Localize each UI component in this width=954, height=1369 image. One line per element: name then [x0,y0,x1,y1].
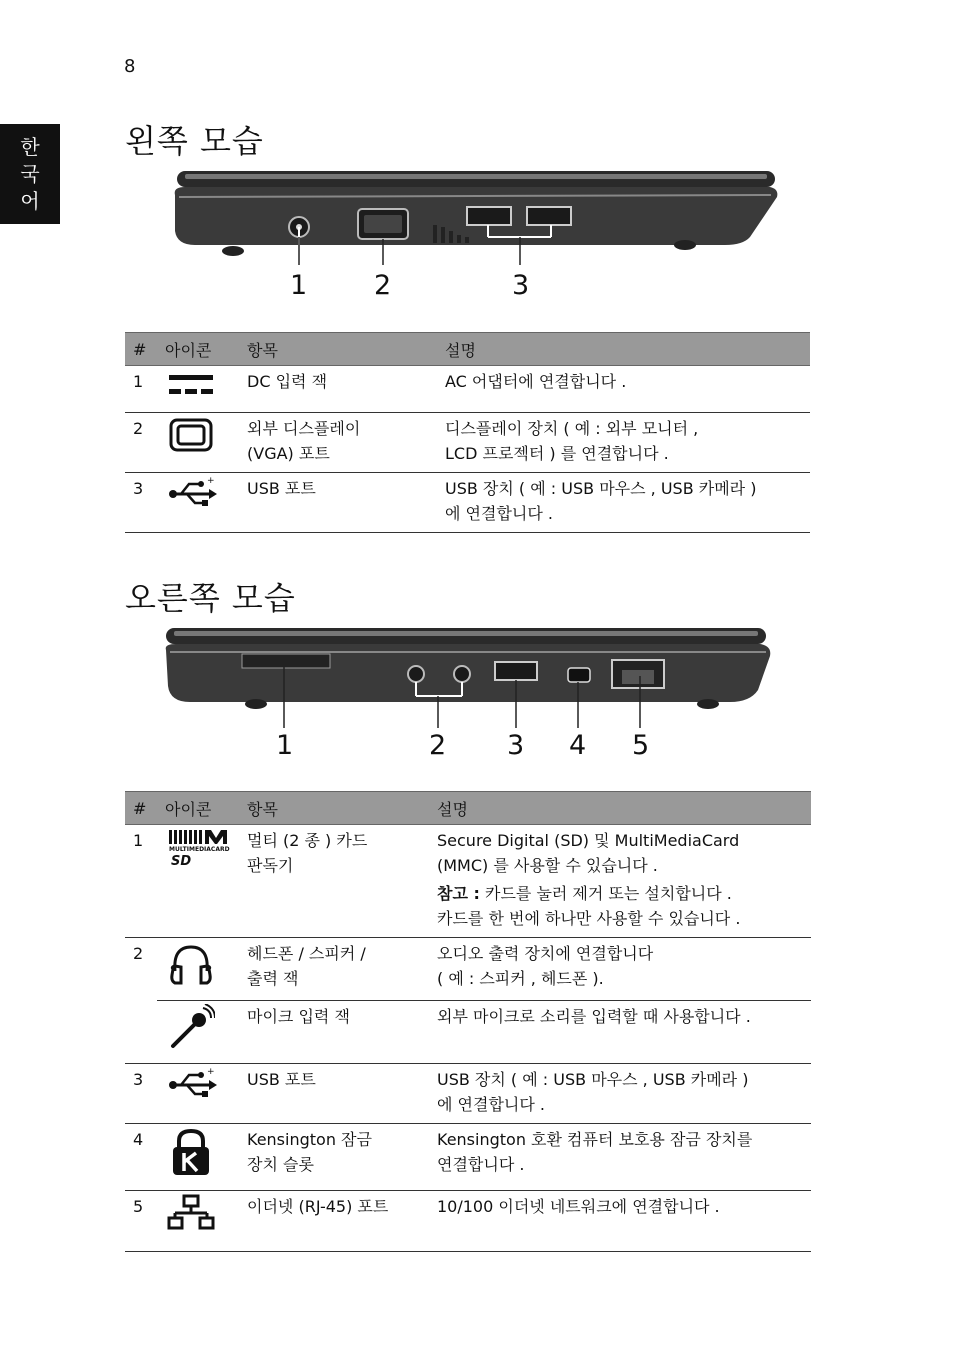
header-desc: 설명 [437,333,810,366]
row-desc-line: Kensington 호환 컴퓨터 보호용 잠금 장치를 [437,1130,753,1149]
header-desc: 설명 [429,792,811,825]
dc-power-icon [167,369,215,399]
row-num: 4 [125,1124,157,1191]
note-label: 참고 : [437,884,480,903]
row-num: 1 [125,366,157,413]
callout-number: 1 [290,270,308,301]
card-reader-sd-label: SD [171,854,192,868]
row-desc-line: USB 장치 ( 예 : USB 마우스 , USB 카메라 ) [437,1070,749,1089]
svg-text:+: + [207,476,215,486]
header-icon: 아이콘 [157,792,239,825]
row-desc-line: USB 장치 ( 예 : USB 마우스 , USB 카메라 ) [445,479,757,498]
vga-display-icon [167,416,215,456]
headphones-icon [167,941,215,987]
row-item: DC 입력 잭 [239,366,437,413]
usb-icon [167,1067,217,1099]
note-line: 카드를 눌러 제거 또는 설치합니다 . [484,884,732,903]
table-row [125,1064,811,1124]
microphone-icon [167,1004,215,1050]
table-row [125,473,810,533]
row-item: 이더넷 (RJ-45) 포트 [239,1191,429,1252]
note-line: 카드를 한 번에 하나만 사용할 수 있습니다 . [437,909,741,928]
row-item: 외부 디스플레이 (VGA) 포트 [239,413,437,473]
side-tab-char: 국 [20,161,40,186]
svg-text:+: + [207,1067,215,1077]
row-desc-line: ( 예 : 스피커 , 헤드폰 ). [437,969,604,988]
callout-number: 3 [512,270,530,301]
table-row [125,413,810,473]
side-tab-char: 한 [20,134,40,159]
table-header-row [125,792,811,825]
row-desc: 10/100 이더넷 네트워크에 연결합니다 . [429,1191,811,1252]
row-desc: 외부 마이크로 소리를 입력할 때 사용합니다 . [429,1001,811,1064]
row-num: 2 [125,938,157,1064]
header-num: # [125,333,157,366]
side-tab-char: 어 [20,188,40,213]
row-desc-line: 디스플레이 장치 ( 예 : 외부 모니터 , [445,419,699,438]
right-view-ports-table [125,791,811,1252]
kensington-lock-icon [167,1127,215,1177]
row-desc-line: 에 연결합니다 . [445,504,553,523]
left-view-title: 왼쪽 모습 [125,122,264,160]
row-desc: AC 어댑터에 연결합니다 . [437,366,810,413]
left-view-ports-table [125,332,810,533]
row-num: 1 [125,825,157,938]
row-desc-line: Secure Digital (SD) 및 MultiMediaCard [437,831,740,850]
row-item: Kensington 잠금 장치 슬롯 [239,1124,429,1191]
row-item: USB 포트 [239,473,437,533]
header-icon: 아이콘 [157,333,239,366]
right-side-laptop-illustration [160,624,780,734]
table-row [125,1124,811,1191]
row-item: 멀티 (2 종 ) 카드 판독기 [239,825,429,938]
header-num: # [125,792,157,825]
row-desc-line: 에 연결합니다 . [437,1095,545,1114]
row-num: 3 [125,1064,157,1124]
row-num: 5 [125,1191,157,1252]
row-item: 헤드폰 / 스피커 / 출력 잭 [239,938,429,1001]
callout-number: 2 [374,270,392,301]
row-desc-line: 연결합니다 . [437,1155,525,1174]
card-reader-mmc-label: MULTIMEDIACARD [169,846,230,853]
row-item: USB 포트 [239,1064,429,1124]
callout-number: 1 [276,730,294,761]
usb-icon [167,476,217,508]
row-num: 2 [125,413,157,473]
table-row [125,366,810,413]
row-desc-line: (MMC) 를 사용할 수 있습니다 . [437,856,658,875]
language-side-tab [0,124,60,224]
callout-number: 3 [507,730,525,761]
callout-number: 5 [632,730,650,761]
table-row [125,825,811,938]
table-row [125,1001,811,1064]
callout-number: 2 [429,730,447,761]
callout-number: 4 [569,730,587,761]
table-row [125,938,811,1001]
page-number: 8 [124,56,136,77]
row-item: 마이크 입력 잭 [239,1001,429,1064]
row-desc-line: 오디오 출력 장치에 연결합니다 [437,944,654,963]
ethernet-icon [167,1194,215,1232]
right-view-title: 오른쪽 모습 [125,579,296,617]
header-item: 항목 [239,333,437,366]
left-side-laptop-illustration [165,165,785,265]
table-header-row [125,333,810,366]
card-reader-icon [167,828,231,868]
row-desc-line: LCD 프로젝터 ) 를 연결합니다 . [445,444,669,463]
header-item: 항목 [239,792,429,825]
table-row [125,1191,811,1252]
row-num: 3 [125,473,157,533]
